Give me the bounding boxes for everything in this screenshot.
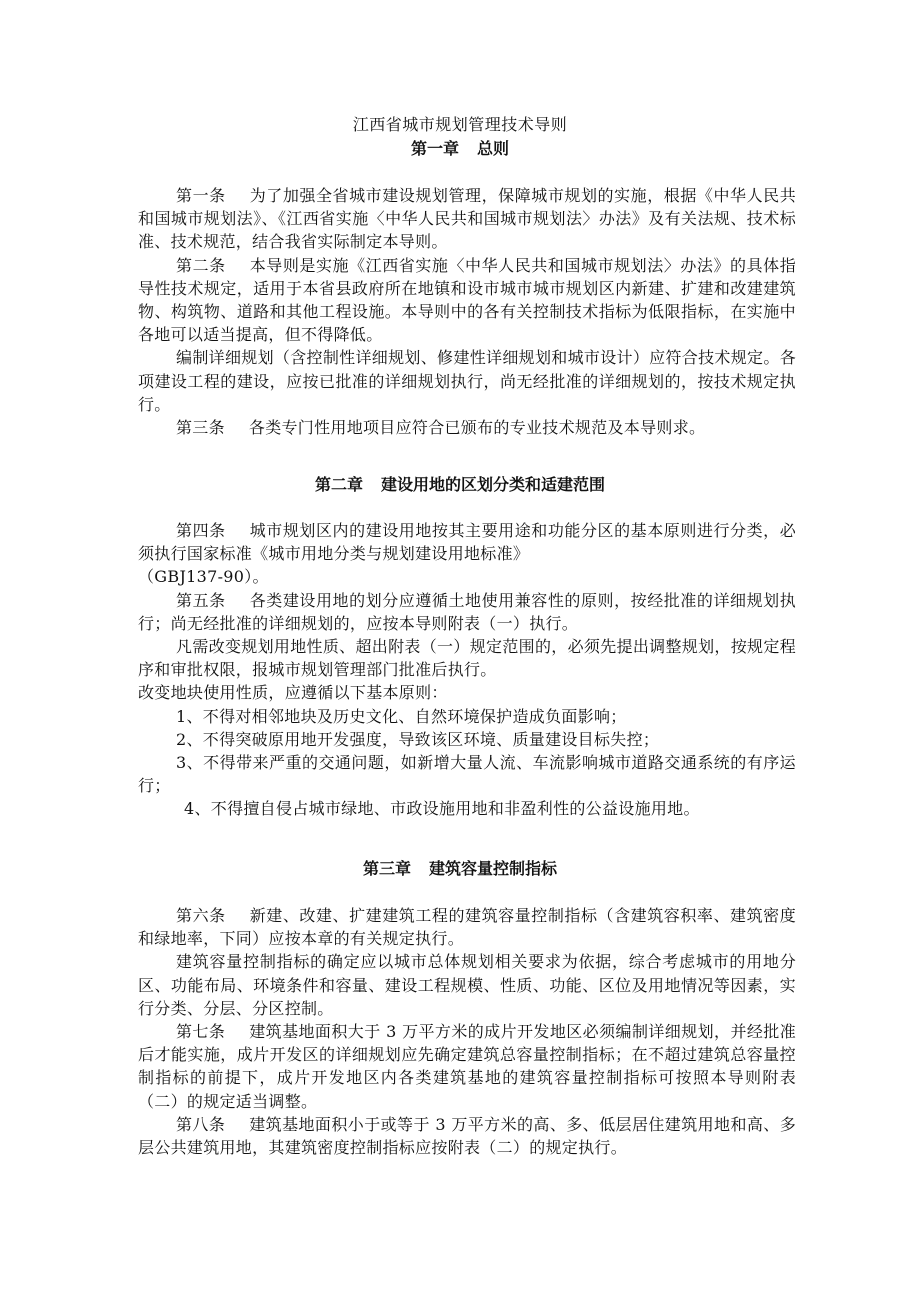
chapter-number: 第三章 (362, 859, 411, 878)
article-text: 各类专门性用地项目应符合已颁布的专业技术规范及本导则求。 (248, 418, 706, 438)
chapter-name: 建筑容量控制指标 (429, 859, 558, 878)
article-text: 本导则是实施《江西省实施〈中华人民共和国城市规划法〉办法》的具体指导性技术规定，适用于本省县政府所在地镇和设市城市城市规划区内新建、扩建和改建建筑物、构筑物、道路和其他工程设施。本导则中的各有关控制技术指标为低限指标，在实施中各地可以适当提高，但不得降低。 (138, 255, 797, 345)
list-item: 3、不得带来严重的交通问题，如新增大量人流、车流影响城市道路交通系统的有序运行； (138, 753, 796, 796)
chapter-number: 第二章 (314, 475, 363, 494)
article-label: 第四条 (176, 521, 226, 540)
article-label: 第八条 (176, 1114, 226, 1134)
paragraph: 改变地块使用性质，应遵循以下基本原则： (138, 683, 448, 703)
article-label: 第五条 (176, 590, 226, 610)
chapter-name: 总则 (477, 139, 510, 158)
article-label: 第七条 (176, 1022, 226, 1042)
list-item: 1、不得对相邻地块及历史文化、自然环境保护造成负面影响； (176, 706, 627, 726)
article-1 (138, 184, 796, 254)
article-text: 新建、改建、扩建建筑工程的建筑容量控制指标（含建筑容积率、建筑密度和绿地率，下同）应按本章的有关规定执行。 (138, 906, 797, 949)
chapter-3-heading (0, 858, 920, 880)
chapter-2-body (138, 519, 796, 821)
article-text: 建筑基地面积大于 3 万平方米的成片开发地区必须编制详细规划，并经批准后才能实施，成片开发区的详细规划应先确定建筑总容量控制指标；在不超过建筑总容量控制指标的前提下，成片开发地区内各类建筑基地的建筑容量控制指标可按照本导则附表（二）的规定适当调整。 (138, 1022, 796, 1111)
article-label: 第三条 (176, 418, 225, 438)
article-text: 各类建设用地的划分应遵循土地使用兼容性的原则，按经批准的详细规划执行；尚无经批准的详细规划的，应按本导则附表（一）执行。 (138, 590, 797, 633)
article-7 (138, 1020, 796, 1113)
article-label: 第一条 (176, 186, 226, 205)
article-8 (138, 1113, 796, 1159)
chapter-name: 建设用地的区划分类和适建范围 (381, 475, 606, 494)
list-item: 4、不得擅自侵占城市绿地、市政设施用地和非盈利性的公益设施用地。 (184, 799, 700, 819)
article-2 (138, 254, 796, 347)
list-item: 2、不得突破原用地开发强度，导致该区环境、质量建设目标失控； (176, 729, 660, 749)
paragraph: 编制详细规划（含控制性详细规划、修建性详细规划和城市设计）应符合技术规定。各项建设工程的建设，应按已批准的详细规划执行，尚无经批准的详细规划的，按技术规定执行。 (138, 348, 796, 414)
article-label: 第二条 (176, 255, 226, 275)
article-4-continuation: （GBJ137-90）。 (138, 567, 269, 587)
article-3 (138, 416, 796, 439)
document-title: 江西省城市规划管理技术导则 (352, 115, 568, 134)
chapter-1-heading (0, 138, 920, 160)
chapter-number: 第一章 (410, 139, 459, 158)
article-text: 建筑基地面积小于或等于 3 万平方米的高、多、低层居住建筑用地和高、多层公共建筑用地，其建筑密度控制指标应按附表（二）的规定执行。 (138, 1114, 796, 1158)
article-label: 第六条 (176, 906, 226, 925)
article-text: 城市规划区内的建设用地按其主要用途和功能分区的基本原则进行分类，必须执行国家标准《城市用地分类与规划建设用地标准》 (138, 521, 797, 564)
article-6 (138, 904, 796, 950)
chapter-2-heading (0, 474, 920, 496)
article-5 (138, 589, 796, 635)
article-4 (138, 519, 796, 565)
paragraph: 建筑容量控制指标的确定应以城市总体规划相关要求为依据，综合考虑城市的用地分区、功能布局、环境条件和容量、建设工程规模、性质、功能、区位及用地情况等因素，实行分类、分层、分区控制。 (138, 952, 796, 1018)
paragraph: 凡需改变规划用地性质、超出附表（一）规定范围的，必须先提出调整规划，按规定程序和审批权限，报城市规划管理部门批准后执行。 (138, 637, 796, 680)
chapter-1-body (138, 184, 796, 439)
article-text: 为了加强全省城市建设规划管理，保障城市规划的实施，根据《中华人民共和国城市规划法》、《江西省实施〈中华人民共和国城市规划法〉办法》及有关法规、技术标准、技术规范，结合我省实际制定本导则。 (138, 186, 797, 252)
chapter-3-body (138, 904, 796, 1159)
